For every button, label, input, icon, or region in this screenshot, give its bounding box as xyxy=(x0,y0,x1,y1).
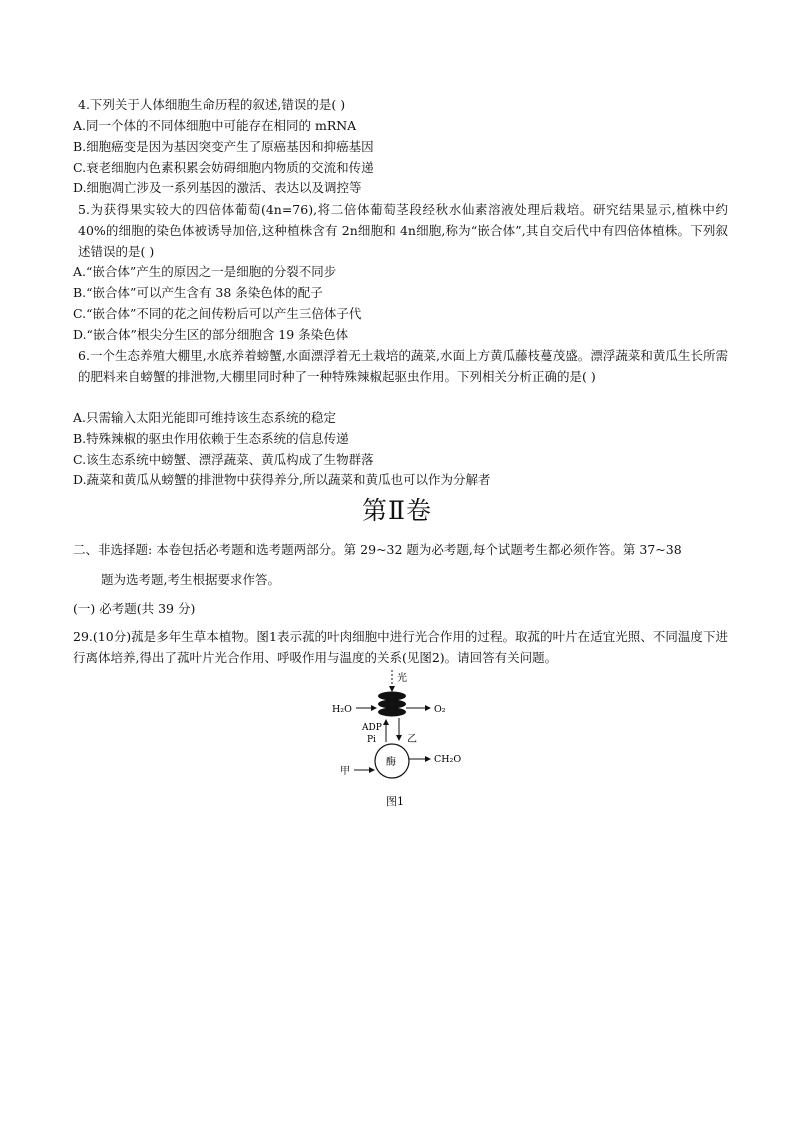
q5-option-c: C.“嵌合体”不同的花之间传粉后可以产生三倍体子代 xyxy=(73,306,362,321)
figure1-caption: 图1 xyxy=(386,795,404,808)
h2o-label: H₂O xyxy=(332,704,352,715)
q5-stem xyxy=(73,199,728,262)
q29-stem: 29.(10分)菰是多年生草本植物。图1表示菰的叶肉细胞中进行光合作用的过程。取菰的叶片在适宜光照、不同温度下进行离体培养,得出了菰叶片光合作用、呼吸作用与温度的关系(见图2)。请回答有关问题。 xyxy=(73,629,728,665)
q6-option-a: A.只需输入太阳光能即可维持该生态系统的稳定 xyxy=(73,410,337,425)
thylakoid-disc xyxy=(378,700,406,709)
thylakoid-disc xyxy=(378,708,406,717)
q6-option-b: B.特殊辣椒的驱虫作用依赖于生态系统的信息传递 xyxy=(73,431,349,446)
q4-option-b: B.细胞癌变是因为基因突变产生了原癌基因和抑癌基因 xyxy=(73,139,374,154)
q6-option-c: C.该生态系统中螃蟹、漂浮蔬菜、黄瓜构成了生物群落 xyxy=(73,452,374,467)
pi-label: Pi xyxy=(367,735,376,745)
q6-stem-text: 6.一个生态养殖大棚里,水底养着螃蟹,水面漂浮着无土栽培的蔬菜,水面上方黄瓜藤枝蔓茂盛。漂浮蔬菜和黄瓜生长所需的肥料来自螃蟹的排泄物,大棚里同时种了一种特殊辣椒起驱虫作用。下列相关分析正确的是( ) xyxy=(78,348,728,384)
adp-label: ADP xyxy=(362,723,382,733)
light-label: 光 xyxy=(397,673,407,684)
part2-intro-line2: 题为选考题,考生根据要求作答。 xyxy=(101,572,280,587)
o2-label: O₂ xyxy=(434,704,446,715)
q5-option-a: A.“嵌合体”产生的原因之一是细胞的分裂不同步 xyxy=(73,264,337,279)
figure1-diagram xyxy=(320,668,480,812)
thylakoid-disc xyxy=(378,692,406,701)
q6-option-d: D.蔬菜和黄瓜从螃蟹的排泄物中获得养分,所以蔬菜和黄瓜也可以作为分解者 xyxy=(73,472,491,487)
required-heading: (一) 必考题(共 39 分) xyxy=(73,601,196,616)
part2-intro-line1: 二、非选择题: 本卷包括必考题和选考题两部分。第 29~32 题为必考题,每个试题考生都必须作答。第 37~38 xyxy=(73,542,682,557)
q4-option-c: C.衰老细胞内色素积累会妨碍细胞内物质的交流和传递 xyxy=(73,160,374,175)
enzyme-label: 酶 xyxy=(386,757,396,768)
q4-option-d: D.细胞凋亡涉及一系列基因的激活、表达以及调控等 xyxy=(73,180,362,195)
q6-stem xyxy=(73,345,728,387)
jia-label: 甲 xyxy=(340,766,350,777)
q4-option-a: A.同一个体的不同体细胞中可能存在相同的 mRNA xyxy=(73,118,357,133)
q4-stem: 4.下列关于人体细胞生命历程的叙述,错误的是( ) xyxy=(78,97,346,112)
yi-label: 乙 xyxy=(407,734,417,745)
section-title: 第Ⅱ卷 xyxy=(362,496,432,525)
q5-stem-text: 5.为获得果实较大的四倍体葡萄(4n=76),将二倍体葡萄茎段经秋水仙素溶液处理后栽培。研究结果显示,植株中约 40%的细胞的染色体被诱导加倍,这种植株含有 2n细胞和 4n细胞,称为“嵌合体”,其自交后代中有四倍体植株。下列叙述错误的是( ) xyxy=(78,202,728,259)
q5-option-b: B.“嵌合体”可以产生含有 38 条染色体的配子 xyxy=(73,285,323,300)
q5-option-d: D.“嵌合体”根尖分生区的部分细胞含 19 条染色体 xyxy=(73,327,349,342)
ch2o-label: CH₂O xyxy=(434,754,462,765)
